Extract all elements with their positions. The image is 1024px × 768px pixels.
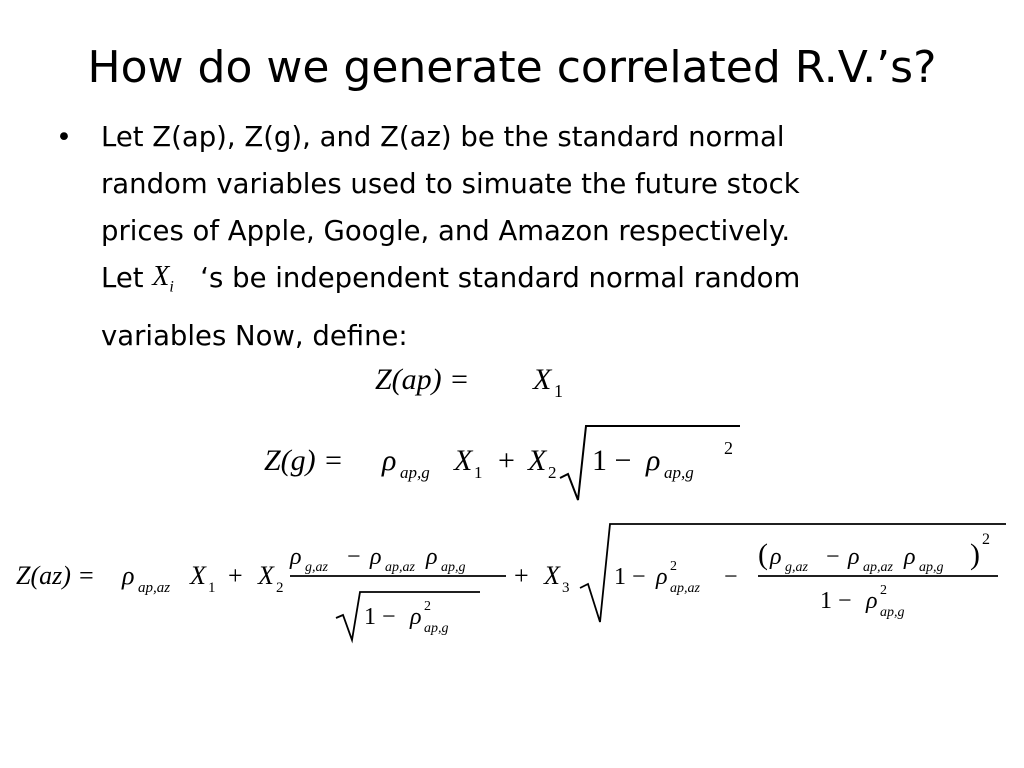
line4-suffix: ‘s be independent standard normal random — [200, 262, 801, 294]
z-az-frac-minus: − — [826, 544, 840, 570]
z-az-num-rho-b-sub: ap,az — [385, 560, 415, 575]
inline-xi-base: X — [152, 261, 170, 292]
z-az-frac-open-paren: ( — [758, 538, 768, 571]
paragraph-line-1: Let Z(ap), Z(g), and Z(az) be the standard normal — [101, 121, 785, 153]
z-az-x3-sub: 3 — [562, 580, 570, 596]
z-az-frac-rho-a-sub: g,az — [785, 560, 808, 575]
z-az-frac-den-rho: ρ — [866, 588, 878, 614]
formula-z-ap — [373, 355, 573, 405]
z-az-rad-rho-sub: ap,az — [670, 581, 700, 596]
z-az-rad-exp: 2 — [670, 559, 677, 574]
z-az-frac-rho-c-sub: ap,g — [919, 560, 944, 575]
z-g-rho2: ρ — [646, 444, 661, 477]
z-az-x2: X — [258, 561, 274, 590]
z-az-frac-den-one-minus: 1 − — [820, 588, 852, 614]
z-ap-lhs: Z(ap) = — [375, 363, 470, 396]
z-az-frac-rho-b-sub: ap,az — [863, 560, 893, 575]
z-az-plus1: + — [228, 561, 243, 590]
slide-title: How do we generate correlated R.V.’s? — [87, 42, 937, 93]
z-az-num-rho-c: ρ — [426, 544, 438, 570]
z-g-one-minus: 1 − — [592, 444, 632, 477]
z-az-x2-sub: 2 — [276, 580, 284, 596]
z-az-rad-one-minus: 1 − — [614, 564, 646, 590]
z-ap-x: X — [533, 363, 552, 396]
z-az-den-one-minus: 1 − — [364, 604, 396, 630]
z-az-num-minus: − — [347, 544, 361, 570]
z-az-frac-num-exp: 2 — [982, 531, 990, 548]
z-az-den-rho: ρ — [410, 604, 422, 630]
z-az-num-rho-b: ρ — [370, 544, 382, 570]
z-g-x2-sub: 2 — [548, 463, 557, 482]
inline-xi-symbol — [152, 253, 200, 311]
z-az-rad-rho: ρ — [656, 564, 668, 590]
z-g-rho2-sub: ap,g — [664, 463, 694, 482]
line4-prefix: Let — [101, 262, 144, 294]
formula-z-g — [262, 420, 742, 506]
z-az-num-rho-c-sub: ap,g — [441, 560, 466, 575]
paragraph-line-5: variables Now, define: — [101, 319, 408, 352]
bullet-marker: • — [56, 122, 72, 153]
z-g-plus: + — [498, 444, 515, 477]
z-az-num-rho-a: ρ — [290, 544, 302, 570]
z-az-rad-minus: − — [724, 564, 738, 590]
bullet-paragraph — [101, 114, 931, 360]
z-az-x1: X — [190, 561, 206, 590]
z-az-lhs: Z(az) = — [16, 561, 95, 590]
z-g-x2: X — [528, 444, 547, 477]
z-ap-x-sub: 1 — [554, 381, 563, 401]
z-g-rho: ρ — [382, 444, 397, 477]
z-az-x3: X — [544, 561, 560, 590]
formula-z-az — [14, 520, 1010, 646]
z-az-den-exp: 2 — [424, 599, 431, 614]
z-az-frac-den-rho-sub: ap,g — [880, 605, 905, 620]
z-az-frac-rho-c: ρ — [904, 544, 916, 570]
inline-xi-sub: i — [169, 278, 174, 296]
paragraph-line-3: prices of Apple, Google, and Amazon respectively. — [101, 215, 791, 247]
z-az-frac-den-exp: 2 — [880, 583, 887, 598]
z-az-num-rho-a-sub: g,az — [305, 560, 328, 575]
z-az-rho1: ρ — [122, 561, 135, 590]
z-g-exponent: 2 — [724, 438, 733, 458]
z-az-frac-rho-a: ρ — [770, 544, 782, 570]
z-g-lhs: Z(g) = — [264, 444, 344, 477]
z-az-plus2: + — [514, 561, 529, 590]
z-g-x1: X — [454, 444, 473, 477]
z-az-rho1-sub: ap,az — [138, 580, 171, 596]
z-g-rho-sub: ap,g — [400, 463, 430, 482]
z-az-den-rho-sub: ap,g — [424, 621, 449, 636]
z-az-frac-close-paren: ) — [970, 538, 980, 571]
z-az-den-radical-sign — [336, 592, 480, 640]
z-az-x1-sub: 1 — [208, 580, 216, 596]
z-g-x1-sub: 1 — [474, 463, 483, 482]
paragraph-line-2: random variables used to simuate the future stock — [101, 168, 800, 200]
paragraph-line-4 — [101, 255, 931, 313]
z-az-frac-rho-b: ρ — [848, 544, 860, 570]
